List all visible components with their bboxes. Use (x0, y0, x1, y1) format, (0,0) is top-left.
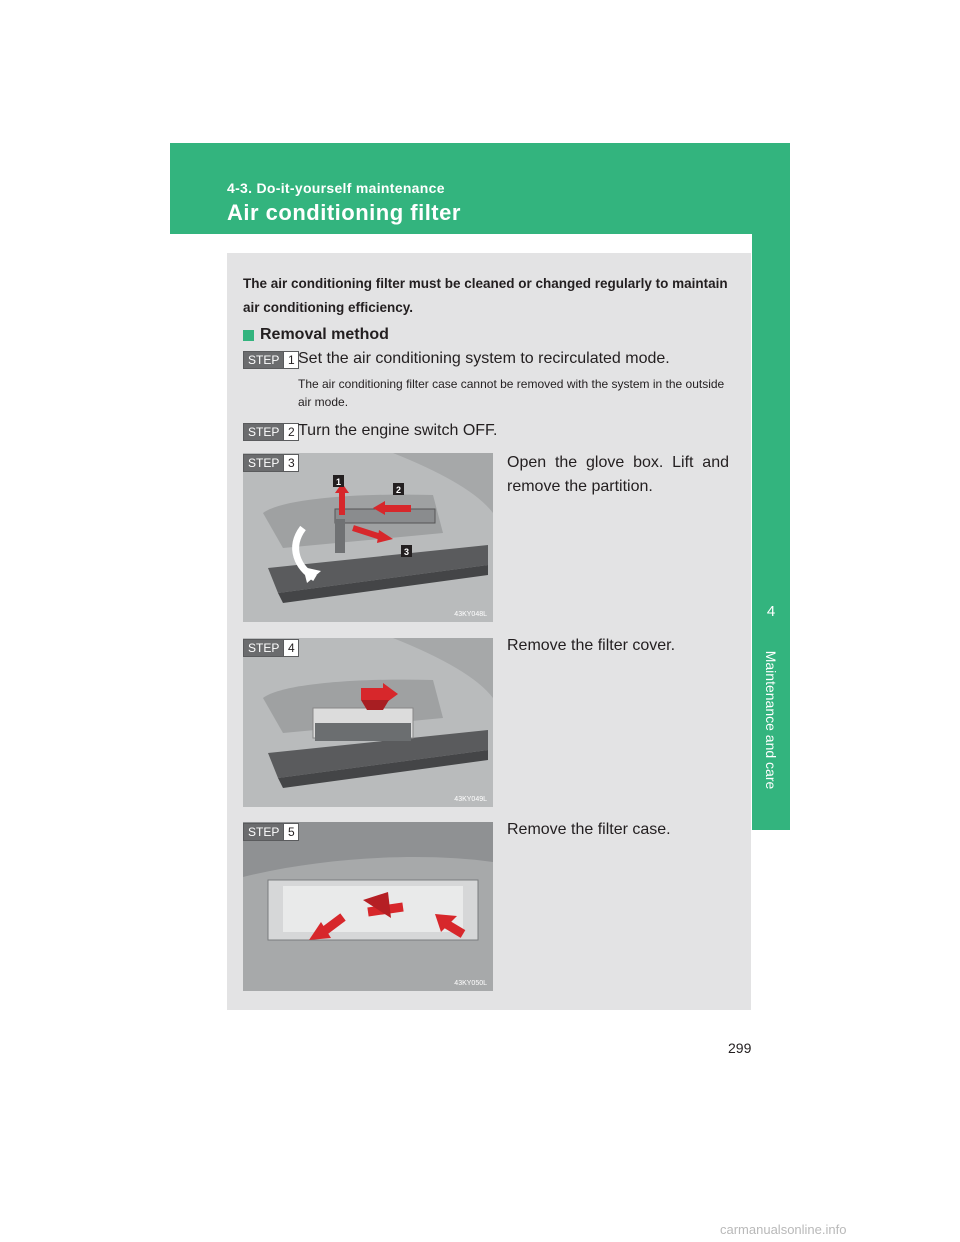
glove-box-illustration (243, 453, 493, 622)
figure-code: 43KY048L (454, 611, 487, 618)
figure-code: 43KY049L (454, 796, 487, 803)
figure-callout-1: 1 (335, 477, 342, 487)
step-word: STEP (244, 824, 283, 840)
step-number: 4 (283, 640, 298, 656)
step-badge-4 (243, 639, 299, 657)
square-bullet-icon (243, 330, 254, 341)
method-heading (243, 326, 389, 344)
section-label: 4-3. Do-it-yourself maintenance (227, 180, 445, 196)
step-badge-3 (243, 454, 299, 472)
step-word: STEP (244, 455, 283, 471)
intro-text: The air conditioning filter must be cleaned or changed regularly to maintain air conditioning efficiency. (243, 276, 728, 315)
step-number: 5 (283, 824, 298, 840)
figure-callout-2: 2 (395, 485, 402, 495)
step-badge-2 (243, 423, 299, 441)
figure-filter-case (243, 822, 493, 991)
method-heading-label: Removal method (260, 326, 389, 343)
step-4-text: Remove the filter cover. (507, 637, 676, 654)
step-badge-1 (243, 351, 299, 369)
step-number: 1 (283, 352, 298, 368)
step-1-note: The air conditioning filter case cannot be removed with the system in the outside air mode. (298, 377, 725, 409)
step-number: 3 (283, 455, 298, 471)
filter-case-illustration (243, 822, 493, 991)
step-word: STEP (244, 424, 283, 440)
step-word: STEP (244, 640, 283, 656)
figure-callout-3: 3 (403, 547, 410, 557)
step-word: STEP (244, 352, 283, 368)
step-1-text: Set the air conditioning system to recirculated mode. (298, 350, 670, 367)
page-title: Air conditioning filter (227, 200, 461, 225)
step-3-text: Open the glove box. Lift and remove the partition. (507, 454, 729, 495)
chapter-number: 4 (766, 603, 776, 620)
filter-cover-illustration (243, 638, 493, 807)
chapter-title: Maintenance and care (763, 650, 779, 790)
figure-glove-box-partition (243, 453, 493, 622)
figure-filter-cover (243, 638, 493, 807)
step-5-text: Remove the filter case. (507, 821, 671, 838)
step-number: 2 (283, 424, 298, 440)
page-number: 299 (728, 1040, 752, 1056)
step-2-text: Turn the engine switch OFF. (298, 422, 498, 439)
figure-code: 43KY050L (454, 980, 487, 987)
watermark[interactable]: carmanualsonline.info (720, 1222, 847, 1237)
step-badge-5 (243, 823, 299, 841)
